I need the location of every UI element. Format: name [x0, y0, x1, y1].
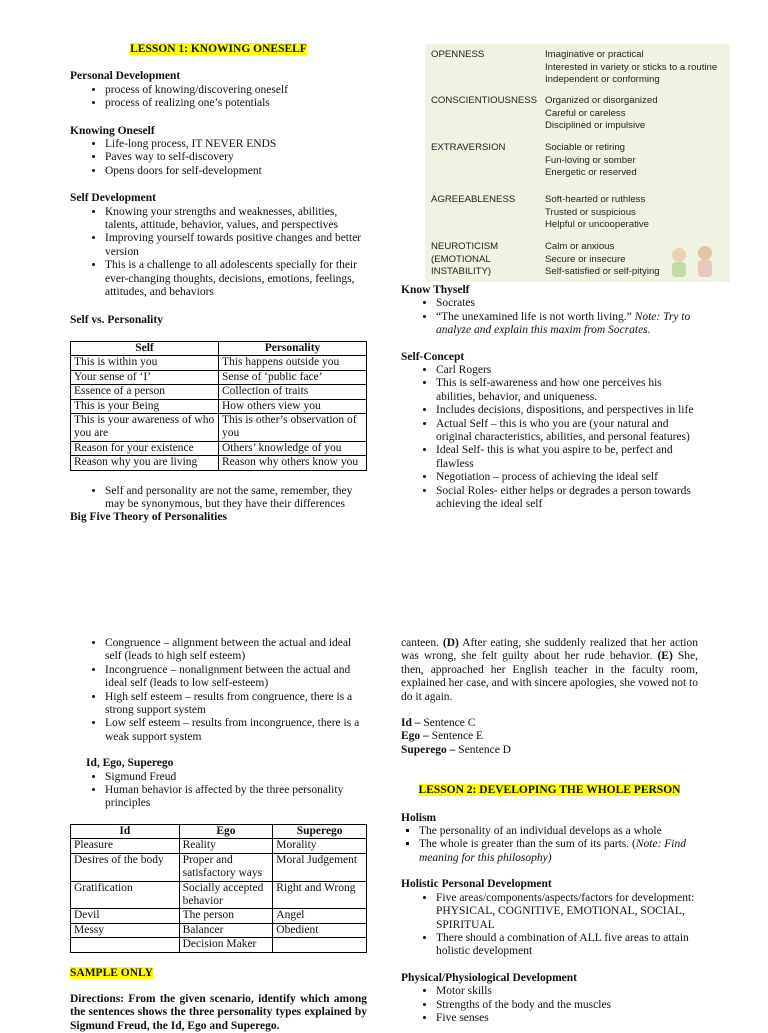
scenario-part: After eating, she suddenly realized that her action was wrong, she felt guilty about her rude behavior.	[401, 637, 698, 663]
list-item: • Ideal Self- this is what you aspire to be, perfect and flawless	[436, 444, 697, 471]
answer-value: Sentence C	[420, 717, 476, 730]
scenario-text	[401, 637, 698, 704]
trait-desc-line: Fun-loving or somber	[545, 154, 636, 166]
scenario-part: She, then, approached her English teacher in the faculty room, explained her case, and with sincere apologies, she vowed not to do it again.	[401, 650, 698, 703]
trait-label: OPENNESS	[431, 49, 485, 60]
list-item: • Motor skills	[436, 985, 698, 998]
table-cell: Proper and satisfactory ways	[179, 853, 273, 881]
table-cell: Right and Wrong	[273, 881, 367, 909]
table-header-row	[71, 341, 367, 355]
children-illustration	[665, 239, 727, 279]
holism-note: Note: Find meaning for this philosophy)	[419, 838, 686, 864]
list-item: • Five areas/components/aspects/factors for development: PHYSICAL, COGNITIVE, EMOTIONAL, SOCIAL, SPIRITUAL	[436, 892, 698, 932]
trait-description	[545, 194, 735, 232]
physical-heading: Physical/Physiological Development	[401, 971, 578, 984]
list-item: • Strengths of the body and the muscles	[436, 999, 698, 1012]
table-cell: Moral Judgement	[273, 853, 367, 881]
answers-block	[401, 717, 698, 757]
holistic-heading: Holistic Personal Development	[401, 878, 552, 891]
id-ego-superego-table	[70, 824, 367, 953]
answer-id	[401, 717, 698, 730]
id-ego-superego-list	[70, 771, 367, 811]
trait-desc-line: Trusted or suspicious	[545, 206, 636, 218]
sentence-d-label: (D)	[442, 637, 459, 649]
trait-description	[545, 142, 735, 180]
table-cell: Morality	[273, 839, 367, 853]
list-item	[436, 311, 697, 338]
trait-desc-line: Energetic or reserved	[545, 167, 637, 179]
table-row	[71, 413, 367, 441]
answer-value: Sentence E	[428, 730, 484, 743]
list-item: • Improving yourself towards positive changes and better version	[105, 232, 367, 259]
table-row	[71, 399, 367, 413]
list-item: • Self and personality are not the same, remember, they may be synonymous, but they have their differences	[105, 485, 367, 512]
physical-list	[401, 985, 698, 1025]
list-item: • Five senses	[436, 1012, 698, 1025]
table-cell: This is your awareness of who you are	[71, 413, 219, 441]
list-item: • Paves way to self-discovery	[105, 151, 367, 164]
socrates-quote: “The unexamined life is not worth living.”	[436, 310, 635, 323]
table-row	[71, 370, 367, 384]
list-item: • Human behavior is affected by the three personality principles	[105, 784, 367, 811]
holism-list	[401, 825, 698, 865]
congruence-list	[70, 637, 367, 744]
trait-desc-line: Independent or conforming	[545, 74, 660, 86]
lesson1-title	[70, 43, 367, 56]
directions-text: Directions: From the given scenario, identify which among the sentences shows the three personality types explained by Sigmund Freud, the Id, Ego and Superego.	[70, 992, 367, 1032]
list-item: • Carl Rogers	[436, 364, 697, 377]
holistic-list	[401, 892, 698, 959]
table-cell: Pleasure	[71, 839, 180, 853]
sample-only-label	[70, 967, 367, 980]
table-row	[71, 356, 367, 370]
table-cell: The person	[179, 909, 273, 923]
id-ego-superego-heading: Id, Ego, Superego	[86, 757, 174, 770]
sentence-e-label: (E)	[657, 650, 673, 663]
table-row	[71, 923, 367, 937]
answer-value: Sentence D	[455, 743, 511, 756]
list-item: • Life-long process, IT NEVER ENDS	[105, 138, 367, 151]
answer-label: Id –	[401, 717, 421, 730]
column-header-superego: Superego	[273, 824, 367, 838]
trait-desc-line: Careful or careless	[545, 107, 626, 119]
self-personality-note-list	[70, 485, 367, 512]
list-item: • Negotiation – process of achieving the ideal self	[436, 471, 697, 484]
table-cell: How others view you	[219, 399, 367, 413]
list-item: • process of knowing/discovering oneself	[105, 84, 367, 97]
table-row	[71, 456, 367, 470]
trait-label: CONSCIENTIOUSNESS	[431, 95, 538, 106]
list-item: • Opens doors for self-development	[105, 165, 367, 178]
self-concept-list	[401, 364, 697, 511]
sample-only-text: SAMPLE ONLY	[70, 966, 153, 979]
trait-desc-line: Imaginative or practical	[545, 49, 644, 60]
table-row	[71, 441, 367, 455]
lesson2-title-text: LESSON 2: DEVELOPING THE WHOLE PERSON	[418, 784, 681, 797]
table-cell: Messy	[71, 923, 180, 937]
list-item: • High self esteem – results from congruence, there is a strong support system	[105, 691, 367, 718]
page2-right-column	[401, 637, 698, 1025]
trait-desc-line: Soft-hearted or ruthless	[545, 194, 646, 205]
table-cell: Desires of the body	[71, 853, 180, 881]
table-cell: Collection of traits	[219, 385, 367, 399]
personal-development-list	[70, 84, 367, 111]
column-header-id: Id	[71, 824, 180, 838]
answer-label: Ego –	[401, 730, 429, 743]
know-thyself-heading: Know Thyself	[401, 284, 470, 296]
trait-desc-line: Organized or disorganized	[545, 95, 658, 106]
table-row	[71, 839, 367, 853]
list-item	[419, 838, 698, 865]
table-cell: Essence of a person	[71, 385, 219, 399]
quote-note: Note: Try to analyze and explain this maxim from Socrates.	[436, 310, 691, 337]
lesson2-title	[401, 784, 698, 797]
trait-desc-line: Helpful or uncooperative	[545, 219, 649, 231]
table-cell: Reality	[179, 839, 273, 853]
table-row	[71, 938, 367, 952]
self-development-heading: Self Development	[70, 192, 156, 205]
scenario-part: canteen.	[401, 637, 443, 649]
trait-label: EXTRAVERSION	[431, 142, 506, 153]
list-item: • Socrates	[436, 297, 697, 310]
table-header-row	[71, 824, 367, 838]
page1-right-column	[401, 284, 697, 512]
table-cell: Reason why others know you	[219, 456, 367, 470]
trait-description	[545, 49, 735, 87]
column-header-self: Self	[71, 341, 219, 355]
list-item: • Includes decisions, dispositions, and perspectives in life	[436, 404, 697, 417]
column-header-ego: Ego	[179, 824, 273, 838]
list-item: • process of realizing one’s potentials	[105, 97, 367, 110]
table-cell: Others’ knowledge of you	[219, 441, 367, 455]
list-item: • This is self-awareness and how one perceives his abilities, behavior, and uniqueness.	[436, 377, 697, 404]
table-cell: Your sense of ‘I’	[71, 370, 219, 384]
trait-label: AGREEABLENESS	[431, 194, 516, 205]
table-cell: Reason for your existence	[71, 441, 219, 455]
self-development-list	[70, 206, 367, 300]
list-item: • Actual Self – this is who you are (your natural and original characteristics, abilities, and personal features)	[436, 418, 697, 445]
table-cell: This is other’s observation of you	[219, 413, 367, 441]
answer-superego	[401, 744, 698, 757]
trait-desc-line: Calm or anxious	[545, 241, 615, 252]
knowing-oneself-list	[70, 138, 367, 178]
trait-desc-line: Sociable or retiring	[545, 142, 625, 153]
table-cell: Decision Maker	[179, 938, 273, 952]
list-item: • Social Roles- either helps or degrades a person towards achieving the ideal self	[436, 485, 697, 512]
lesson1-title-text: LESSON 1: KNOWING ONESELF	[130, 43, 307, 55]
list-item: • This is a challenge to all adolescents specially for their ever-changing thoughts, decisions, emotions, feelings, attitudes, and behaviors	[105, 259, 367, 299]
self-concept-heading: Self-Concept	[401, 350, 465, 363]
answer-label: Superego –	[401, 743, 456, 756]
trait-desc-line: Interested in variety or sticks to a routine	[545, 61, 718, 73]
table-cell	[273, 938, 367, 952]
table-row	[71, 909, 367, 923]
table-row	[71, 385, 367, 399]
table-cell: This happens outside you	[219, 356, 367, 370]
table-cell: Sense of ‘public face’	[219, 370, 367, 384]
table-cell: Balancer	[179, 923, 273, 937]
holism-text: The whole is greater than the sum of its parts. (	[419, 838, 636, 851]
table-cell: Angel	[273, 909, 367, 923]
self-vs-personality-heading: Self vs. Personality	[70, 313, 163, 326]
table-cell: This is your Being	[71, 399, 219, 413]
trait-label: NEUROTICISM (EMOTIONAL INSTABILITY)	[431, 241, 499, 278]
list-item: • There should a combination of ALL five areas to attain holistic development	[436, 932, 698, 959]
table-cell: Devil	[71, 909, 180, 923]
list-item: • Low self esteem – results from incongruence, there is a weak support system	[105, 717, 367, 744]
table-cell: Reason why you are living	[71, 456, 219, 470]
list-item: • Sigmund Freud	[105, 771, 367, 784]
big-five-heading: Big Five Theory of Personalities	[70, 511, 227, 524]
trait-description	[545, 95, 735, 133]
answer-ego	[401, 730, 698, 743]
big-five-image	[425, 44, 730, 282]
table-cell: Socially accepted behavior	[179, 881, 273, 909]
page1-left-column	[70, 43, 367, 525]
table-cell: This is within you	[71, 356, 219, 370]
list-item: • Congruence – alignment between the actual and ideal self (leads to high self esteem)	[105, 637, 367, 664]
know-thyself-list	[401, 297, 697, 337]
knowing-oneself-heading: Knowing Oneself	[70, 124, 155, 137]
page2-left-column	[70, 637, 367, 1033]
table-cell: Obedient	[273, 923, 367, 937]
list-item: • Incongruence – nonalignment between the actual and ideal self (leads to low self-esteem)	[105, 664, 367, 691]
list-item: ▪ The personality of an individual develops as a whole	[419, 825, 698, 838]
column-header-personality: Personality	[219, 341, 367, 355]
table-cell	[71, 938, 180, 952]
self-vs-personality-table	[70, 341, 367, 471]
personal-development-heading: Personal Development	[70, 70, 181, 83]
holism-heading: Holism	[401, 811, 437, 824]
table-row	[71, 881, 367, 909]
table-cell: Gratification	[71, 881, 180, 909]
trait-desc-line: Self-satisfied or self-pitying	[545, 266, 660, 278]
trait-desc-line: Secure or insecure	[545, 253, 626, 265]
list-item: • Knowing your strengths and weaknesses, abilities, talents, attitude, behavior, values, and perspectives	[105, 206, 367, 233]
trait-desc-line: Disciplined or impulsive	[545, 120, 646, 132]
table-row	[71, 853, 367, 881]
